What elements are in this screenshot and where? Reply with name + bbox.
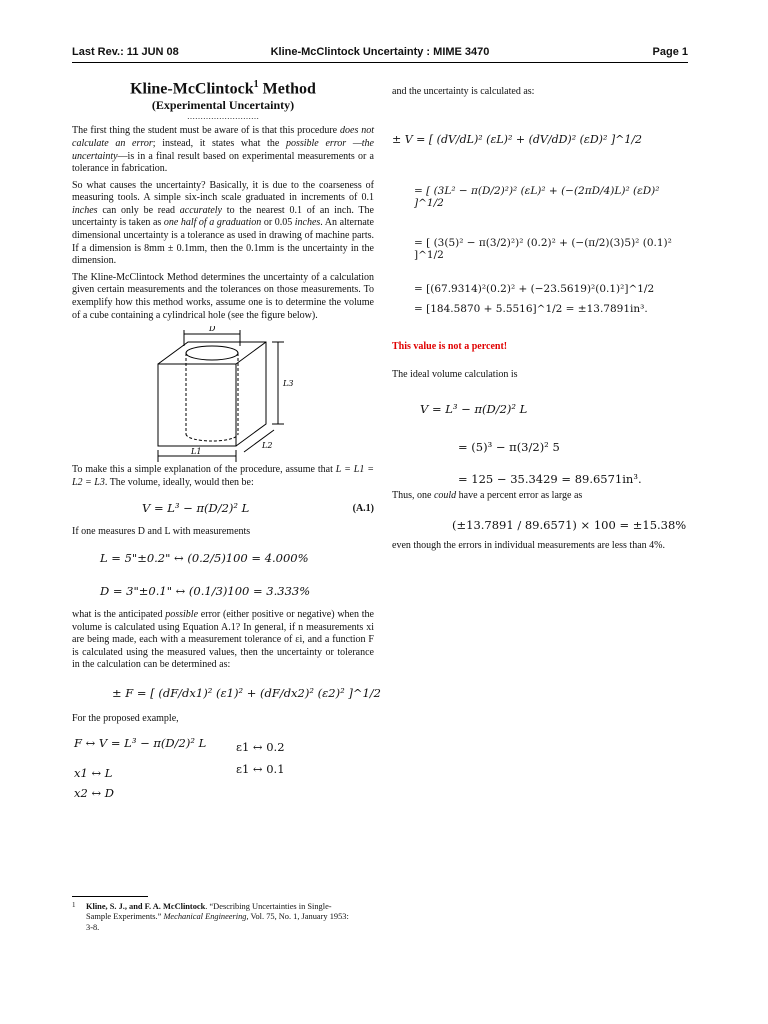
ideal-volume-intro: The ideal volume calculation is <box>392 369 518 381</box>
paragraph-general: what is the anticipated possible error (either positive or negative) when the volume is calculated using Equation A.1? In general, if n measurements xi are being made, each with a measurement tolerance of εi, and a function F is calculated using the measured values, then the uncertainty or tolerance in the calculation can be determined as: <box>72 609 374 671</box>
paragraph-intro: The first thing the student must be aware of is that this procedure does not calculate an error; instead, it states what the possible error —the uncertainty—is in a final result based on experimental measurements or a tolerance in fabrication. <box>72 125 374 175</box>
equation-l-percent: L = 5"±0.2" ↔ (0.2/5)100 = 4.000% <box>100 551 309 566</box>
cube-figure <box>72 326 374 462</box>
header-rule <box>72 62 688 63</box>
not-percent-warning: This value is not a percent! <box>392 340 508 352</box>
percent-error-intro: Thus, one could have a percent error as large as <box>392 489 583 501</box>
header-title: Kline-McClintock Uncertainty : MIME 3470 <box>270 46 490 58</box>
cube-front-face <box>158 364 236 446</box>
equation-d-percent: D = 3"±0.1" ↔ (0.1/3)100 = 3.333% <box>100 584 311 599</box>
footnote-rule <box>72 896 148 897</box>
label-l2: L2 <box>262 441 273 451</box>
paragraph-assume: To make this a simple explanation of the procedure, assume that L = L1 = L2 = L3. The volume, ideally, would then be: <box>72 464 374 488</box>
percent-error-equation: (±13.7891 / 89.6571) × 100 = ±15.38% <box>452 518 687 533</box>
uncertainty-derivation: ± V = [ (dV/dL)² (εL)² + (dV/dD)² (εD)² ]^1/2 = [ (3L² − π(D/2)²)² (εL)² + (−(2πD/4)L)² (εD)² ]^1/2 = [ (3(5)² − π(3/2)²)² (0.2)² + (−(π/2)(3)5)² (0.1)² ]^1/2 = [(67.9314)²(0.2)² + (−23.5619)²(0.1)²]^1/2 = [184.5870 + 5.5516]^1/2 = ±13.7891in³. <box>392 132 672 315</box>
header-revision: Last Rev.: 11 JUN 08 <box>72 46 179 58</box>
cube-back-edges <box>158 342 266 446</box>
label-l1: L1 <box>191 447 202 457</box>
hole-walls <box>186 353 238 434</box>
page-title: Kline-McClintock$^1$ Method <box>130 79 316 98</box>
title-dots: ……………………… <box>187 112 259 122</box>
equation-f-uncertainty: ± F = [ (dF/dx1)² (ε1)² + (dF/dx2)² (ε2)² ]^1/2 <box>112 685 381 700</box>
uncertainty-intro: and the uncertainty is calculated as: <box>392 86 535 97</box>
page-subtitle: (Experimental Uncertainty) <box>151 98 295 113</box>
footnote: 1 Kline, S. J., and F. A. McClintock. “Describing Uncertainties in Single-Sample Experiments.” Mechanical Engineering, Vol. 75, No. 1, January 1953: 3-8. <box>72 901 349 932</box>
hole-bottom <box>186 434 238 441</box>
header-page-number: Page 1 <box>652 46 688 58</box>
paragraph-proposed: For the proposed example, <box>72 712 179 724</box>
label-d: D <box>209 326 216 334</box>
percent-error-conclusion: even though the errors in individual measurements are less than 4%. <box>392 540 665 552</box>
ideal-volume-equations: V = L³ − π(D/2)² L = (5)³ − π(3/2)² 5 = 125 − 35.3429 = 89.6571in³. <box>420 401 642 486</box>
paragraph-measures: If one measures D and L with measurements <box>72 526 251 538</box>
equation-a1: V = L³ − π(D/2)² L (A.1) <box>142 501 374 516</box>
paragraph-method: The Kline-McClintock Method determines the uncertainty of a calculation given certain measurements and the tolerances on those measurements. To exemplify how this method works, assume one is to determine the volume of a cube containing a cylindrical hole (see the figure below). <box>72 271 374 321</box>
left-column <box>72 76 381 812</box>
hole-top-ellipse <box>186 346 238 360</box>
page-header <box>72 46 688 60</box>
paragraph-cause: So what causes the uncertainty? Basically, it is due to the coarseness of measuring tools. A simple six-inch scale graduated in increments of 0.1 inches can only be read accurately to the nearest 0.1 of an inch. The uncertainty is taken as one half of a graduation or 0.05 inches. An alternate dimensional uncertainty is a tolerance as used in drawing of machine parts. If a dimension is 8mm ± 0.1mm, then the 0.1mm is the uncertainty in the dimension. <box>72 179 374 267</box>
proposed-mapping: F ↔ V = L³ − π(D/2)² L ε1 ↔ 0.2 x1 ↔ L ε1 ↔ 0.1 x2 ↔ D <box>74 735 285 800</box>
right-column <box>392 86 692 557</box>
label-l3: L3 <box>283 379 294 389</box>
